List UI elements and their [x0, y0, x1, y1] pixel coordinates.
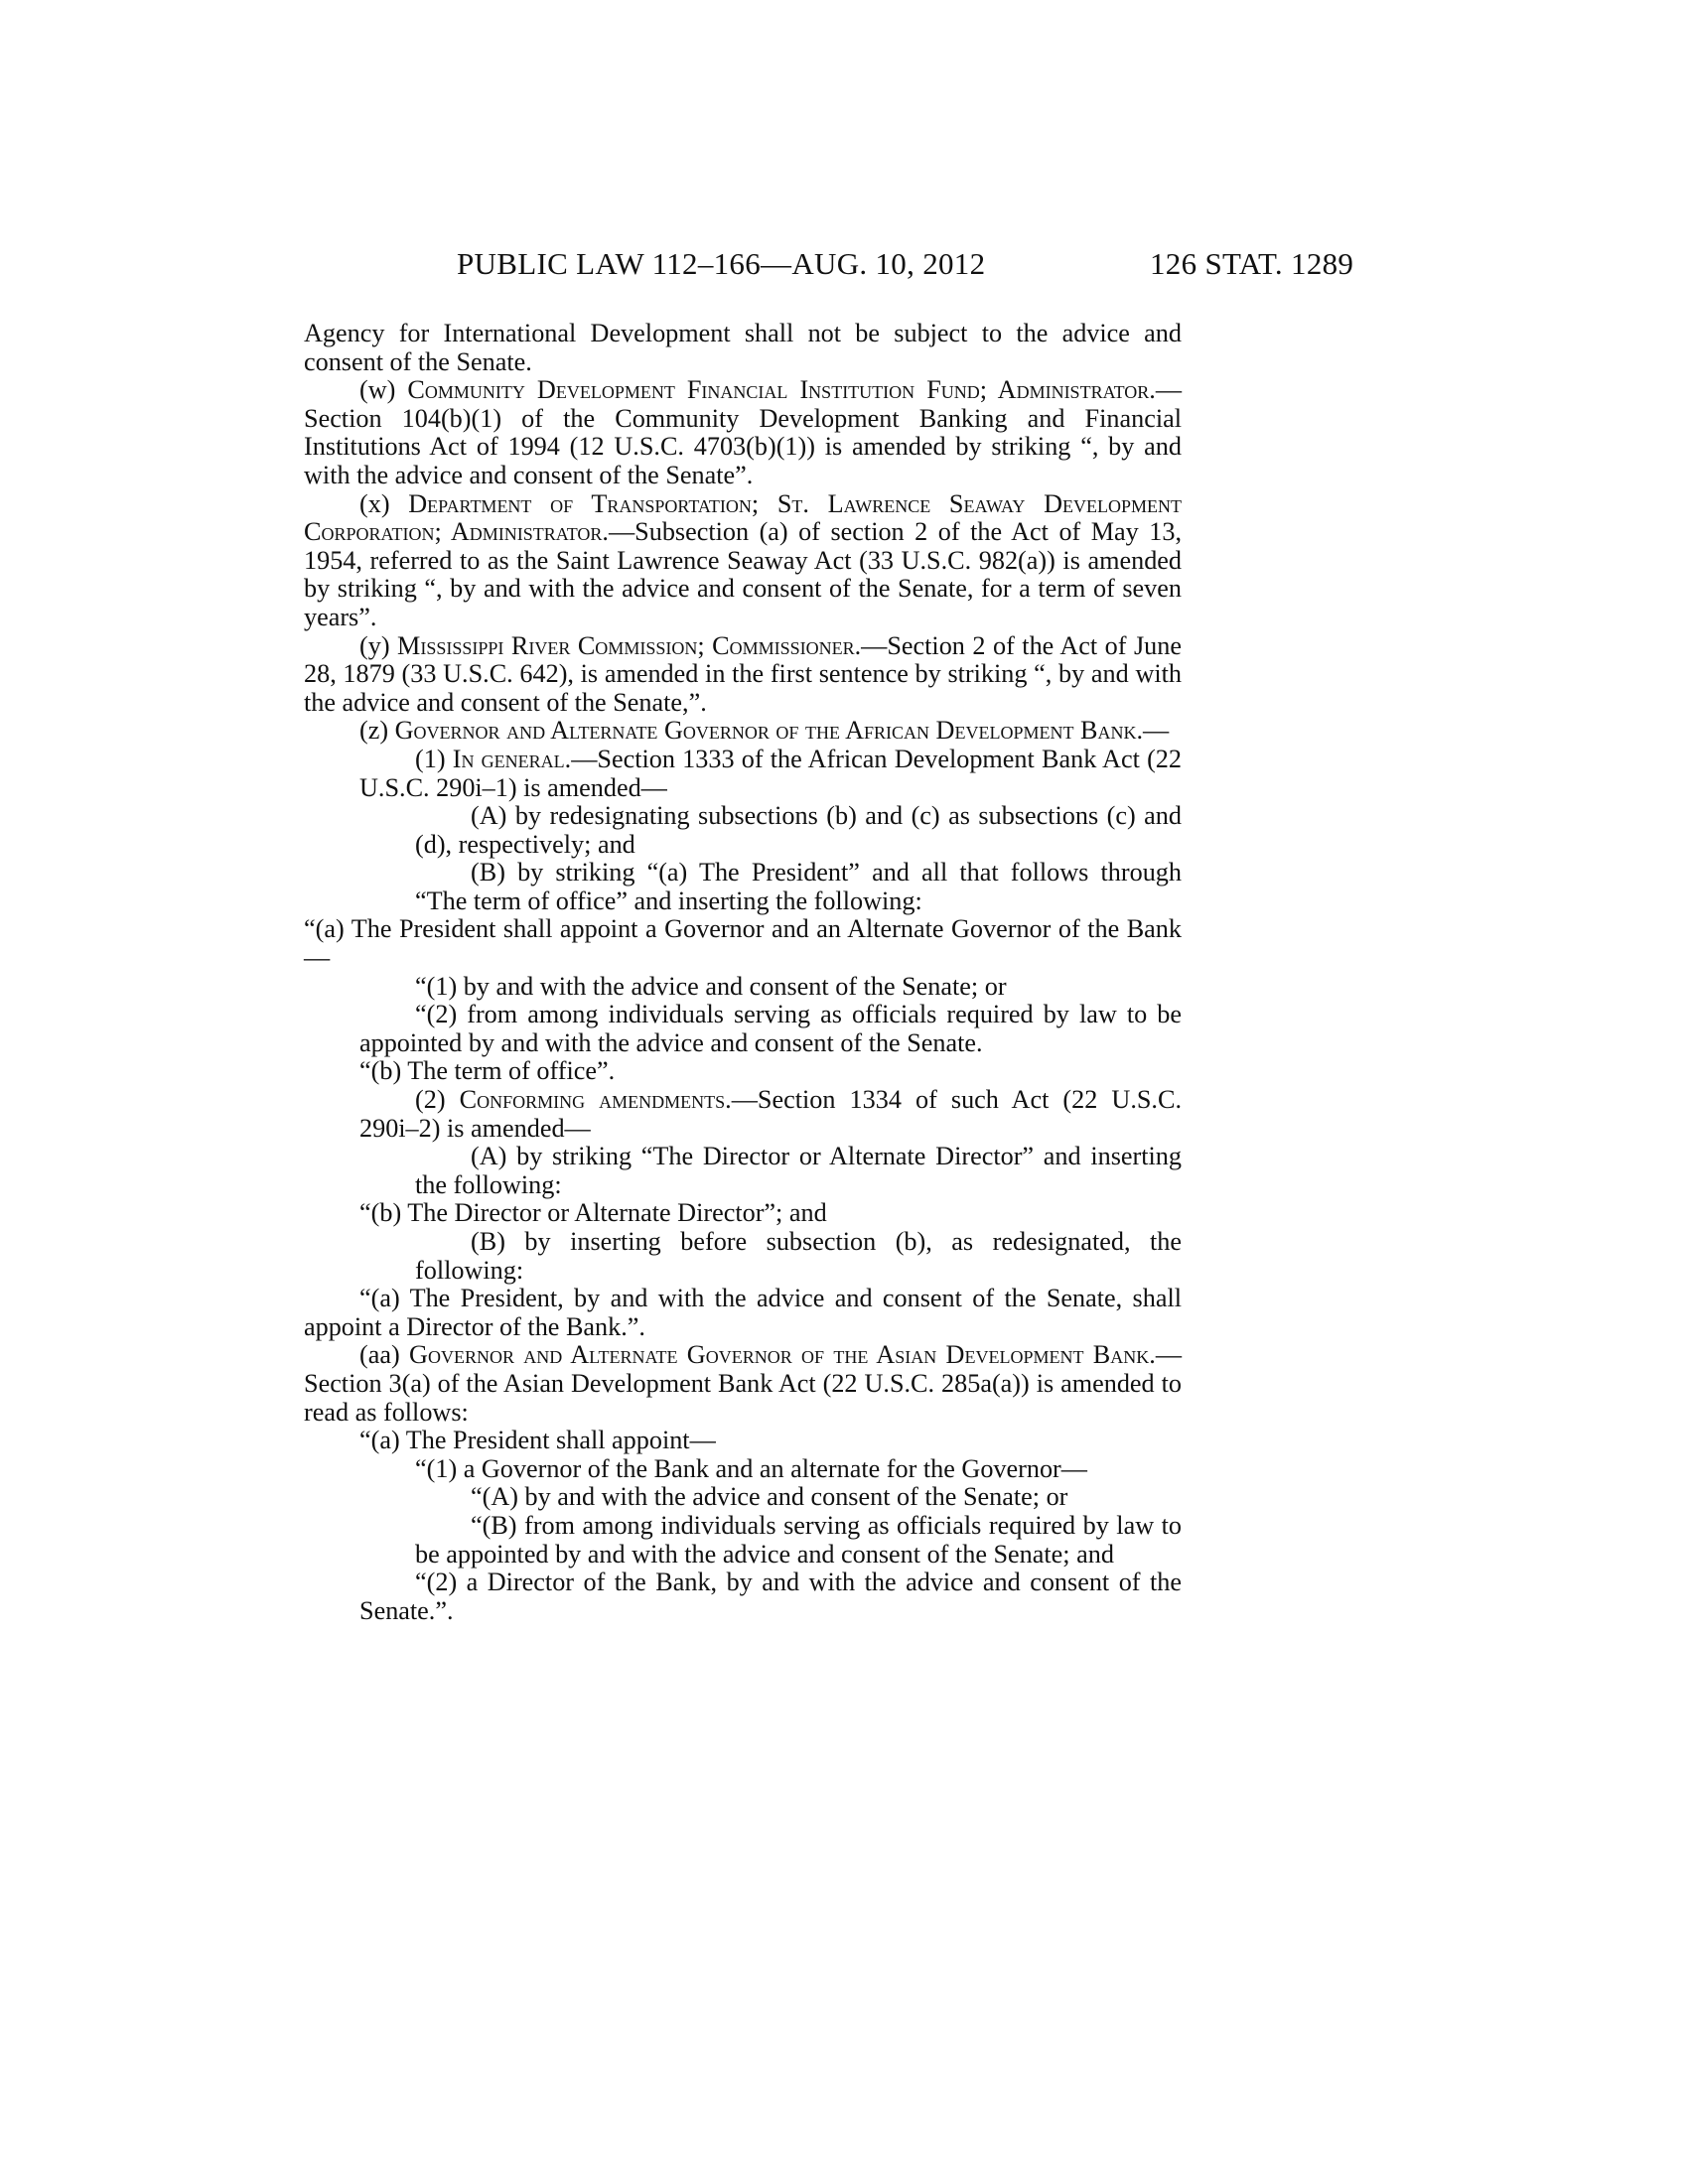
- subsection-label: (y): [359, 630, 398, 660]
- quoted-text-aa-1: “(1) a Governor of the Bank and an alternate for the Governor—: [415, 1453, 1087, 1483]
- quoted-text-2: “(2) from among individuals serving as officials required by law to be appointed by and with the advice and consent of the Senate.: [359, 1000, 1182, 1057]
- subsection-text: —Section 3(a) of the Asian Development Bank Act (22 U.S.C. 285a(a)) is amended to read as follows:: [304, 1340, 1182, 1427]
- subsection-x: [304, 490, 1182, 632]
- subparagraph-z-1-a: (A) by redesignating subsections (b) and (c) as subsections (c) and (d), respectively; and: [415, 801, 1182, 859]
- subsection-y: [304, 632, 1182, 718]
- subsection-text: —Subsection (a) of section 2 of the Act of May 13, 1954, referred to as the Saint Lawrence Seaway Act (33 U.S.C. 982(a)) is amended by striking “, by and with the advice and consent of the Senate, for a term of seven years”.: [304, 517, 1182, 631]
- quoted-text-aa-1-b: “(B) from among individuals serving as officials required by law to be appointed by and with the advice and consent of the Senate; and: [415, 1510, 1182, 1569]
- subsection-text: —Section 2 of the Act of June 28, 1879 (33 U.S.C. 642), is amended in the first sentence by striking “, by and with the advice and consent of the Senate,”.: [304, 630, 1182, 717]
- paragraph-z-2: [304, 1086, 1182, 1143]
- subsection-label: (w): [359, 375, 408, 405]
- paragraph-label: (1): [415, 744, 453, 773]
- quoted-text-a: “(a) The President shall appoint a Governor and an Alternate Governor of the Bank—: [304, 914, 1182, 973]
- subsection-heading: Governor and Alternate Governor of the African Development Bank.: [394, 716, 1144, 746]
- paragraph-heading: In general.: [452, 744, 572, 773]
- paragraph-continuation: Agency for International Development shall not be subject to the advice and consent of the Senate.: [304, 319, 1182, 376]
- quoted-text-aa-1-a: “(A) by and with the advice and consent of the Senate; or: [471, 1482, 1068, 1512]
- quoted-text-aa-2: “(2) a Director of the Bank, by and with the advice and consent of the Senate.”.: [359, 1568, 1182, 1625]
- paragraph-heading: Conforming amendments.: [459, 1085, 732, 1115]
- subsection-label: (z): [359, 716, 395, 746]
- subparagraph-z-2-a: (A) by striking “The Director or Alternate Director” and inserting the following:: [415, 1142, 1182, 1199]
- subsection-text: —: [1143, 716, 1170, 746]
- statute-body: [304, 320, 1182, 1625]
- paragraph-z-1: [304, 746, 1182, 802]
- stat-citation: 126 STAT. 1289: [1150, 246, 1354, 281]
- subsection-heading: Governor and Alternate Governor of the Asian Development Bank.: [409, 1340, 1156, 1370]
- subsection-heading: Mississippi River Commission; Commissioner.: [397, 630, 862, 660]
- subsection-label: (x): [359, 488, 409, 518]
- subsection-text: —Section 104(b)(1) of the Community Development Banking and Financial Institutions Act of 1994 (12 U.S.C. 4703(b)(1)) is amended by striking “, by and with the advice and consent of the Senate”.: [304, 375, 1182, 489]
- running-head: PUBLIC LAW 112–166—AUG. 10, 2012: [457, 246, 986, 281]
- subparagraph-z-2-b: (B) by inserting before subsection (b), as redesignated, the following:: [415, 1227, 1182, 1285]
- paragraph-text: —Section 1333 of the African Development Bank Act (22 U.S.C. 290i–1) is amended—: [359, 744, 1182, 802]
- paragraph-label: (2): [415, 1085, 460, 1115]
- subsection-heading: Community Development Financial Institution Fund; Administrator.: [407, 375, 1156, 405]
- quoted-text-appoint-director: “(a) The President, by and with the advice and consent of the Senate, shall appoint a Director of the Bank.”.: [304, 1284, 1182, 1341]
- subsection-aa: [304, 1341, 1182, 1427]
- paragraph-text: —Section 1334 of such Act (22 U.S.C. 290i–2) is amended—: [359, 1085, 1182, 1143]
- subsection-label: (aa): [359, 1340, 410, 1370]
- subsection-w: [304, 376, 1182, 489]
- subsection-z: [304, 717, 1182, 746]
- quoted-text-1: “(1) by and with the advice and consent of the Senate; or: [415, 971, 1007, 1001]
- quoted-text-director: “(b) The Director or Alternate Director”; and: [359, 1198, 827, 1228]
- subsection-heading: Department of Transportation; St. Lawrence Seaway Development Corporation; Administrator.: [304, 488, 1182, 547]
- quoted-text-aa-a: “(a) The President shall appoint—: [359, 1426, 716, 1455]
- quoted-text-b: “(b) The term of office”.: [359, 1056, 616, 1086]
- subparagraph-z-1-b: (B) by striking “(a) The President” and all that follows through “The term of office” and inserting the following:: [415, 858, 1182, 915]
